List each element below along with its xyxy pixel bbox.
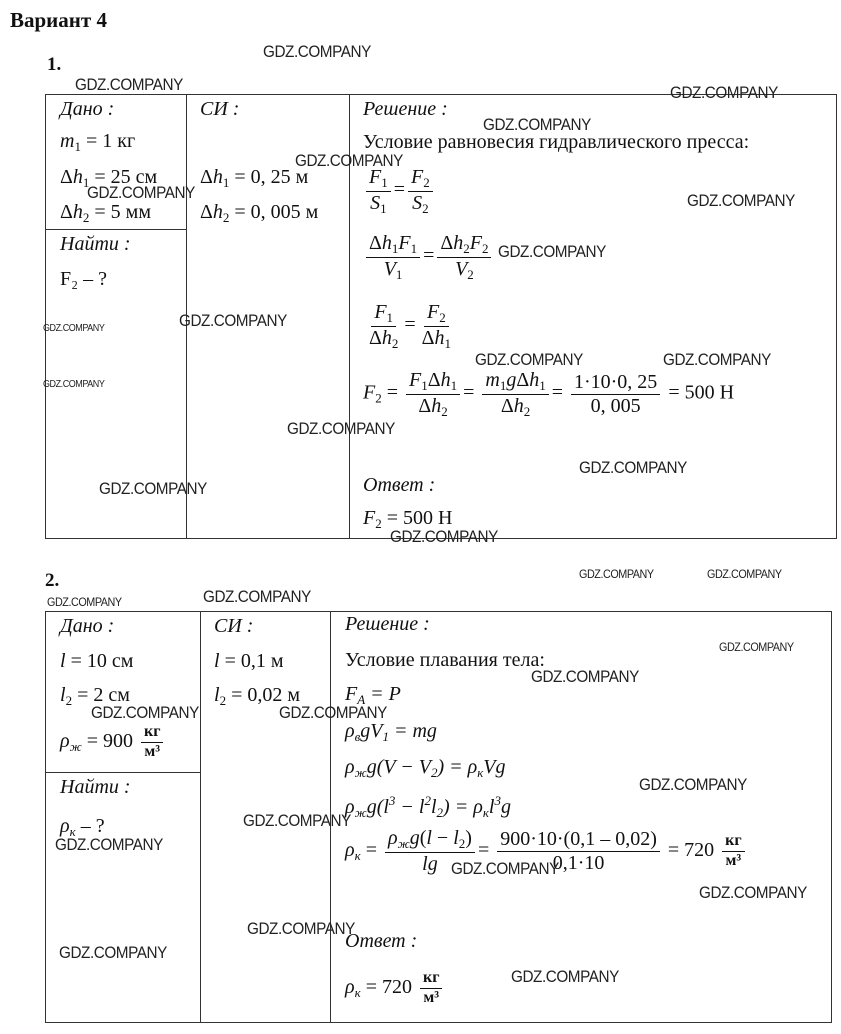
given-header: Дано :: [60, 98, 115, 120]
watermark: GDZ.COMPANY: [511, 967, 619, 986]
watermark: GDZ.COMPANY: [670, 83, 778, 102]
watermark: GDZ.COMPANY: [43, 379, 105, 390]
watermark: GDZ.COMPANY: [179, 311, 287, 330]
formula-result: $\rho_к$ = $\frac{\rho_жg(l - l_2)}{\lg}$ = $\frac{900\cdot 10\cdot(0,1 - 0,02)}{0,1\cdot 10}$ = 720 $\frac{кг}{\text{м³}}$: [345, 828, 748, 875]
watermark: GDZ.COMPANY: [639, 775, 747, 794]
si-dh2: $\Delta h_2 = 0$, 005 м: [200, 201, 319, 225]
si-header: СИ :: [214, 615, 254, 637]
divider: [45, 229, 186, 230]
si-header: СИ :: [200, 98, 240, 120]
watermark: GDZ.COMPANY: [483, 115, 591, 134]
find-value: F₂ – ?: [60, 268, 107, 290]
find-header: Найти :: [60, 776, 131, 798]
watermark: GDZ.COMPANY: [247, 919, 355, 938]
answer-value: $\rho_к = 720$ $\frac{кг}{\text{м³}}$: [345, 970, 445, 1007]
watermark: GDZ.COMPANY: [203, 587, 311, 606]
formula-1: $\frac{F_1}{S_1}$ = $\frac{F_2}{S_2}$: [363, 167, 436, 215]
watermark: GDZ.COMPANY: [99, 479, 207, 498]
watermark: GDZ.COMPANY: [43, 323, 105, 334]
si-dh1: $\Delta h_1 = 0$, 25 м: [200, 166, 309, 190]
divider: [200, 611, 201, 1023]
si-l: l = 0,1 м: [214, 650, 284, 672]
formula-4: $\rho_жg(l^3 - l^2l_2) = \rho_кl^3g$: [345, 793, 511, 820]
given-dh2: $\Delta h_2 = 5$ мм: [60, 201, 151, 225]
formula-2: $\frac{\Delta h_1F_1}{V_1}$ = $\frac{\Delta h_2F_2}{V_2}$: [363, 233, 494, 281]
watermark: GDZ.COMPANY: [687, 191, 795, 210]
watermark: GDZ.COMPANY: [87, 183, 195, 202]
solution-condition: Условие равновесия гидравлического пресса:: [363, 131, 750, 153]
answer-header: Ответ :: [363, 474, 436, 496]
given-rho: $\rho_ж = 900$ $\frac{кг}{\text{м³}}$: [60, 724, 166, 761]
formula-2: $\rho_вgV_1$ = mg: [345, 720, 437, 744]
watermark: GDZ.COMPANY: [451, 859, 559, 878]
watermark: GDZ.COMPANY: [91, 703, 199, 722]
watermark: GDZ.COMPANY: [75, 75, 183, 94]
solution-condition: Условие плавания тела:: [345, 649, 545, 671]
watermark: GDZ.COMPANY: [579, 458, 687, 477]
watermark: GDZ.COMPANY: [707, 567, 782, 581]
watermark: GDZ.COMPANY: [287, 419, 395, 438]
formula-result: $F_2$ = $\frac{F_1\Delta h_1}{\Delta h_2}$ = $\frac{m_1g\Delta h_1}{\Delta h_2}$ = $\frac{1\cdot 10\cdot 0, 25}{0, 005}$ = 500 Н: [363, 369, 735, 419]
watermark: GDZ.COMPANY: [719, 640, 794, 654]
watermark: GDZ.COMPANY: [475, 350, 583, 369]
watermark: GDZ.COMPANY: [59, 943, 167, 962]
find-value: $\rho_к$ – ?: [60, 815, 105, 839]
watermark: GDZ.COMPANY: [295, 151, 403, 170]
given-l2: $l_2 = 2$ см: [60, 684, 130, 708]
problem-1-number: 1.: [47, 54, 62, 75]
watermark: GDZ.COMPANY: [390, 527, 498, 546]
solution-header: Решение :: [345, 613, 430, 635]
watermark: GDZ.COMPANY: [263, 42, 371, 61]
given-l: l = 10 см: [60, 650, 134, 672]
watermark: GDZ.COMPANY: [579, 567, 654, 581]
find-header: Найти :: [60, 233, 131, 255]
answer-value: $F_2 = 500$ Н: [363, 507, 453, 531]
watermark: GDZ.COMPANY: [243, 811, 351, 830]
given-m1: $m_1 = 1$ кг: [60, 130, 136, 154]
watermark: GDZ.COMPANY: [55, 835, 163, 854]
watermark: GDZ.COMPANY: [699, 883, 807, 902]
watermark: GDZ.COMPANY: [279, 703, 387, 722]
formula-3: $\frac{F_1}{\Delta h_2}$ = $\frac{F_2}{\Delta h_1}$: [369, 301, 452, 351]
given-dh1: $\Delta h_1 = 25$ см: [60, 166, 158, 190]
watermark: GDZ.COMPANY: [47, 595, 122, 609]
watermark: GDZ.COMPANY: [663, 350, 771, 369]
answer-header: Ответ :: [345, 930, 418, 952]
watermark: GDZ.COMPANY: [498, 242, 606, 261]
formula-1: $F_A = P$: [345, 683, 401, 707]
problem-2-number: 2.: [45, 570, 60, 591]
divider: [45, 772, 200, 773]
solution-header: Решение :: [363, 98, 448, 120]
given-header: Дано :: [60, 615, 115, 637]
si-l2: $l_2 = 0,02$ м: [214, 684, 300, 708]
formula-3: $\rho_жg(V - V_2) = \rho_кVg$: [345, 756, 506, 780]
page-title: Вариант 4: [10, 8, 107, 32]
watermark: GDZ.COMPANY: [531, 667, 639, 686]
